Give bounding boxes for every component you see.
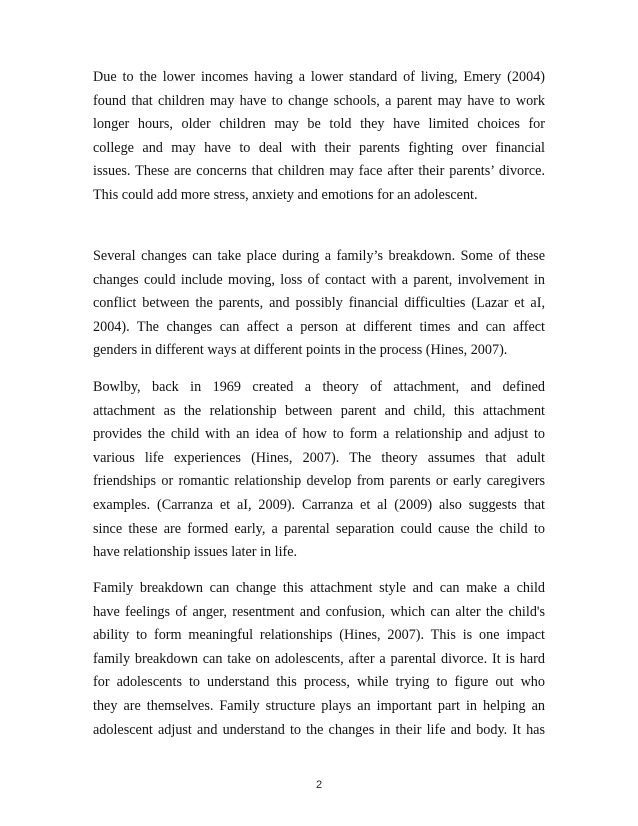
text-line: conflict between the parents, and possibly financial difficulties (Lazar et aI, (93, 295, 545, 312)
text-line: Bowlby, back in 1969 created a theory of attachment, and defined (93, 379, 545, 395)
text-line: genders in different ways at different points in the process (Hines, 2007). (93, 342, 508, 359)
text-line: changes could include moving, loss of contact with a parent, involvement in (93, 271, 545, 288)
text-line: they are themselves. Family structure plays an important part in helping an (93, 697, 545, 714)
text-line: attachment as the relationship between parent and child, this attachment (93, 402, 545, 419)
text-line: Family breakdown can change this attachment style and can make a child (93, 580, 545, 596)
text-line: 2004). The changes can affect a person at different times and can affect (93, 318, 545, 335)
paragraph-changes (93, 245, 545, 363)
text-line: Due to the lower incomes having a lower standard of living, Emery (2004) (93, 69, 545, 85)
paragraph-bowlby (93, 376, 545, 565)
text-line: longer hours, older children may be told they have limited choices for (93, 116, 545, 133)
text-line: for adolescents to understand this process, while trying to figure out who (93, 674, 545, 691)
text-line: since these are formed early, a parental separation could cause the child to (93, 520, 545, 537)
paragraph-emery (93, 66, 545, 208)
text-line: issues. These are concerns that children may face after their parents’ divorce. (93, 163, 545, 180)
text-line: found that children may have to change schools, a parent may have to work (93, 92, 545, 109)
page-number: 2 (315, 779, 323, 791)
text-line: college and may have to deal with their parents fighting over financial (93, 139, 545, 156)
text-line: adolescent adjust and understand to the changes in their life and body. It has (93, 721, 545, 738)
text-line: This could add more stress, anxiety and emotions for an adolescent. (93, 186, 478, 203)
text-line: ability to form meaningful relationships (Hines, 2007). This is one impact (93, 627, 545, 644)
text-line: have relationship issues later in life. (93, 544, 298, 561)
text-line: have feelings of anger, resentment and confusion, which can alter the child's (93, 603, 545, 620)
text-line: friendships or romantic relationship develop from parents or early caregivers (93, 473, 545, 490)
text-line: various life experiences (Hines, 2007). The theory assumes that adult (93, 449, 545, 466)
text-line: Several changes can take place during a family’s breakdown. Some of these (93, 248, 545, 264)
text-line: examples. (Carranza et aI, 2009). Carranza et al (2009) also suggests that (93, 496, 545, 513)
paragraph-family-breakdown (93, 577, 545, 742)
text-line: family breakdown can take on adolescents, after a parental divorce. It is hard (93, 650, 545, 667)
text-line: provides the child with an idea of how to form a relationship and adjust to (93, 426, 545, 443)
